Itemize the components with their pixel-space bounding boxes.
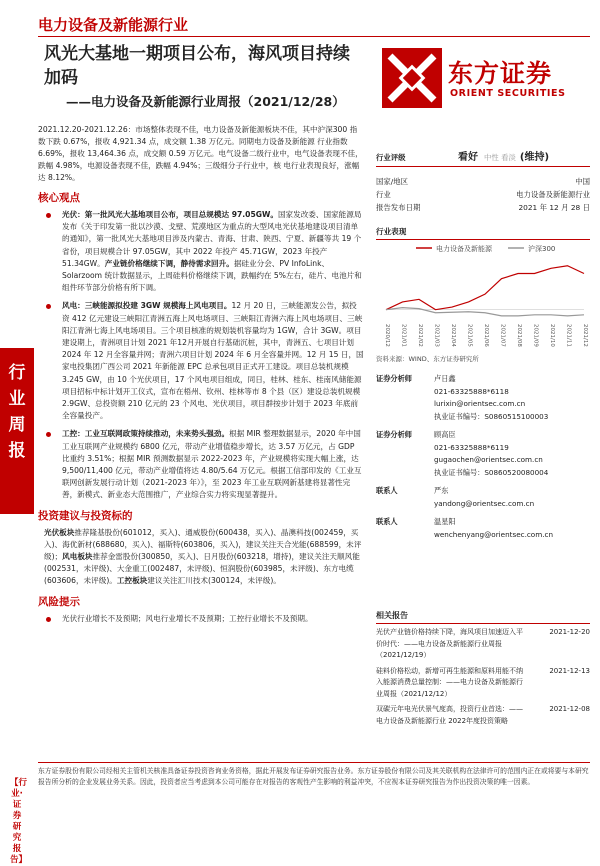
analyst-row [376,516,590,529]
recommendation-heading: 投资建议与投资标的 [38,509,133,522]
analyst-role [376,454,434,467]
related-item[interactable] [376,704,590,727]
x-tick-label: 2021/07 [499,324,506,347]
chart-source: 资料来源：WIND、东方证券研究所 [376,355,479,363]
analyst-block [376,373,590,541]
logo-english: ORIENT SECURITIES [450,88,566,99]
side-band-label: 行业周报 [8,363,26,461]
rec-ic-label: 工控板块 [116,576,148,586]
rec-wind-text: 推荐金雷股份(300850，买入)、日月股份(603218，增持)，建议关注天顺风能(002531，未评级)、大金重工(002487，未评级)、恒润股份(603985，未评级)、东方电缆(603606，未评级)。 [44,552,360,586]
side-band-tag: 【行业·证券研究报告】 [10,778,28,865]
logo-name: 东方证券 [448,59,553,88]
x-tick-label: 2021/08 [516,324,522,347]
report-title: 风光大基地一期项目公布，海风项目持续加码 [44,44,350,88]
x-tick-label: 2020/12 [384,324,390,347]
related-item-date: 2021-12-20 [549,628,590,636]
analyst-detail: 严东 [434,486,449,495]
analyst-detail: 021-63325888*6119 [434,442,509,452]
x-tick-label: 2021/04 [450,324,456,347]
rating-row [376,148,590,167]
legend-label: 沪深300 [528,245,556,253]
bullet-lead: 风电：三峡能源拟投建 3GW 规模海上风电项目。 [62,301,232,311]
analyst-detail[interactable]: gugaochen@orientsec.com.cn [434,455,543,464]
core-view-heading: 核心观点 [38,192,80,204]
risk-text [38,613,364,625]
analyst-role [376,411,434,424]
analyst-row [376,454,590,467]
analyst-role [376,386,434,399]
rec-pv-label: 光伏板块 [44,527,75,537]
info-key: 国家/地区 [376,177,409,186]
analyst-detail: 021-63325888*6118 [434,386,509,396]
related-item-date: 2021-12-13 [549,666,590,675]
info-value: 中国 [575,177,590,186]
rec-wind-label: 风电板块 [62,552,93,562]
bullet-text: 根据 MIR 整理数据显示，2020 年中国工业互联网产业规模约 6800 亿元，带动产业增值稳步增长，达 3.57 万亿元，占 GDP 比重约 3.51%；根据 MIR 预测数据显示 2022-2023 年，产业规模将实现大幅上涨，达 9,500/11,400 亿元，带动产业增值将达 4.80/5.64 万亿元。根据工信部印发的《工业互联网创新发展行动计划（2021-2023 年）》，至 2023 年工业互联网新基建将显著性完善，新模式、新业态大范围推广，产业综合实力将实现显著提升。 [62,429,362,500]
x-tick-label: 2021/05 [466,324,473,347]
analyst-detail: 卢日鑫 [434,374,456,383]
analyst-detail[interactable]: lurixin@orientsec.com.cn [434,399,526,408]
x-tick-label: 2021/01 [400,324,407,347]
x-tick-label: 2021/11 [565,324,572,347]
disclaimer-footer: 东方证券股份有限公司经相关主管机关核准具备证券投资咨询业务资格，据此开展发布证券研究报告业务。东方证券股份有限公司及其关联机构在法律许可的范围内正在或将要与本研究报告所分析的企业发展业务关系。因此，投资者应当考虑到本公司可能存在对报告的客观性产生影响的利益冲突，不应视本证券研究报告为作出投资决策的唯一因素。 [38,762,590,788]
rating-scale: 中性 看淡 [484,153,516,162]
info-key: 行业 [376,190,391,199]
analyst-role: 证券分析师 [376,430,412,439]
analyst-row [376,373,590,386]
analyst-role [376,498,434,511]
rating-label: 行业评级 [376,153,406,162]
analyst-row [376,386,590,399]
info-value: 电力设备及新能源行业 [516,190,590,199]
analyst-role [376,442,434,455]
bullet-lead: 工控：工业互联网政策持续推动，未来势头强劲。 [62,429,230,439]
analyst-row [376,485,590,498]
chart-title: 行业表现 [376,226,590,240]
info-row [376,175,590,188]
risk-heading: 风险提示 [38,595,80,608]
analyst-row [376,398,590,411]
bullet-text: 国家发改委、国家能源局发布《关于印发第一批以沙漠、戈壁、荒漠地区为重点的大型风电光伏基地建设项目清单的通知》，第一批风光大基地项目涉及内蒙古、青海、甘肃、陕西、宁夏、新疆等共 19 个省份，项目规模合计 97.05GW，其中 2022 年投产 45.71GW，2023 年投产 51.34GW。 [62,210,362,268]
analyst-detail[interactable]: yandong@orientsec.com.cn [434,498,535,508]
bullet-pv [38,209,364,294]
bullet-wind [38,300,364,422]
analyst-role [376,398,434,411]
header-divider [38,36,590,37]
market-summary: 2021.12.20-2021.12.26：市场整体表现不佳，电力设备及新能源板块不佳，其中沪深300 指数下跌 0.67%，报收 4,921.34 点，成交额 1.38 万亿元。同期电力设备及新能源 行业指数 6.69%，报收 13,464.36 点，成交额 0.59 万亿元。电气设备二级行业中，电气设备表现不佳，跌幅 4.98%，电源设备表现不佳，跌幅 4.94%；三级细分子行业中，核 电行业表现良好，涨幅达 8.12%。 [38,125,363,182]
analyst-detail: 温星阳 [434,517,456,526]
analyst-role [376,529,434,542]
analyst-row [376,467,590,480]
analyst-role [376,467,434,480]
related-item-title[interactable]: 硅料价格松动，新增可再生能源和原料用能不纳入能源消费总量控制：——电力设备及新能源行业周报（2021/12/12） [376,666,523,698]
analyst-role: 联系人 [376,517,398,526]
info-value: 2021 年 12 月 28 日 [518,203,590,212]
bullet-icon [46,213,51,218]
rec-ic-text: 建议关注汇川技术(300124，未评级)。 [147,576,281,586]
x-tick-label: 2021/10 [549,324,555,347]
chart-svg [376,242,590,350]
related-item-title[interactable]: 光伏产业链价格持续下降，海风项目加速迈入平价时代：——电力设备及新能源行业周报（2021/12/19） [376,628,523,659]
series-line [386,308,584,316]
related-item[interactable] [376,627,590,662]
side-column [376,148,590,541]
analyst-role: 联系人 [376,486,398,495]
logo-icon [382,48,442,108]
rating-current: (维持) [519,152,550,163]
report-subtitle: ——电力设备及新能源行业周报（2021/12/28） [66,94,345,109]
industry-header: 电力设备及新能源行业 [38,16,189,34]
rating-value: 看好 [458,152,478,163]
x-tick-label: 2021/06 [483,324,489,347]
series-line [386,266,584,310]
recommendation-text [38,527,364,588]
analyst-detail: 执业证书编号：S0860520080004 [434,467,549,477]
main-column [38,124,364,625]
orient-securities-logo [382,48,592,118]
related-item-date: 2021-12-08 [549,705,590,713]
info-row [376,188,590,201]
bullet-icon [46,304,51,309]
analyst-row [376,411,590,424]
analyst-detail: 顾高臣 [434,430,456,439]
bullet-lead: 光伏：第一批风光大基地项目公布，项目总规模达 97.05GW。 [62,210,278,219]
related-item[interactable] [376,666,590,701]
bullet-text-2: 据硅业分会、PV InfoLink、Solarzoom 统计数据显示，上周硅料价格继续下调，跌幅约在 5%左右，硅片、电池片和组件环节部分价格有所下调。 [62,258,362,293]
analyst-row [376,442,590,455]
bullet-icon [46,617,51,622]
related-heading: 相关报告 [376,610,590,624]
x-tick-label: 2021/12 [582,324,588,347]
bullet-lead-2: 产业链价格继续下调，静待需求回升。 [104,258,234,268]
legend-label: 电力设备及新能源 [436,245,492,253]
related-item-title[interactable]: 双碳元年电光伏景气度高，投资行业首选：——电力设备及新能源行业 2022年度投资策略 [376,705,523,725]
bullet-icon [46,432,51,437]
related-reports [376,610,590,731]
x-tick-label: 2021/02 [417,324,423,347]
analyst-detail[interactable]: wenchenyang@orientsec.com.cn [434,529,553,539]
bullet-industrial-control [38,428,364,501]
x-tick-label: 2021/03 [433,324,440,347]
risk-content: 光伏行业增长不及预期；风电行业增长不及预期；工控行业增长不及预期。 [62,613,313,623]
info-key: 报告发布日期 [376,203,421,212]
x-tick-label: 2021/09 [532,324,539,347]
side-band [0,120,34,865]
analyst-detail: 执业证书编号：S0860515100003 [434,411,549,421]
bullet-text: 12 月 20 日，三峡能源发公告，拟投资 412 亿元建设三峡阳江青洲五海上风电场项目、三峡阳江青洲六海上风电场项目、三峡阳江青洲七海上风电场项目。三个项目核准的规划装机容量均为 1GW，合计 3GW。项目建设期上，青洲项目计划 2021 年12月开展自行基础沉桩，其中，青洲五、七项目计划 2024 年 12 月全容量并网；青洲六项目计划 2024 年 6 月全容量并网。12 月 15 日，国家电投集团广西公司 2021 年新能源 EPC 总承包项目正式开工建设。项目总装机规模 3.245 GW，由 10 个光伏项目，17 个风电项目组成，同日，桂林、桂东、桂南风储能源项目招标中标计划开工仪式，宣布在梧州、钦州、桂林等市 8 个县（区）建设总装机规模 2.9GW、总投资额 210 亿元的 23 个风电、光伏项目，项目群按步计划于 2023 年底前全容量投产。 [62,301,364,421]
analyst-role: 证券分析师 [376,374,412,383]
rec-pv-text: 推荐隆基股份(601012，买入)、通威股份(600438，买入)、晶澳科技(002459，买入)、海优新材(688680，买入)、福斯特(603806，买入)，建议关注天合光能(688599，未评级)； [44,527,362,562]
analyst-row [376,498,590,511]
analyst-row [376,529,590,542]
performance-chart [376,242,590,350]
info-row [376,201,590,214]
analyst-row [376,429,590,442]
